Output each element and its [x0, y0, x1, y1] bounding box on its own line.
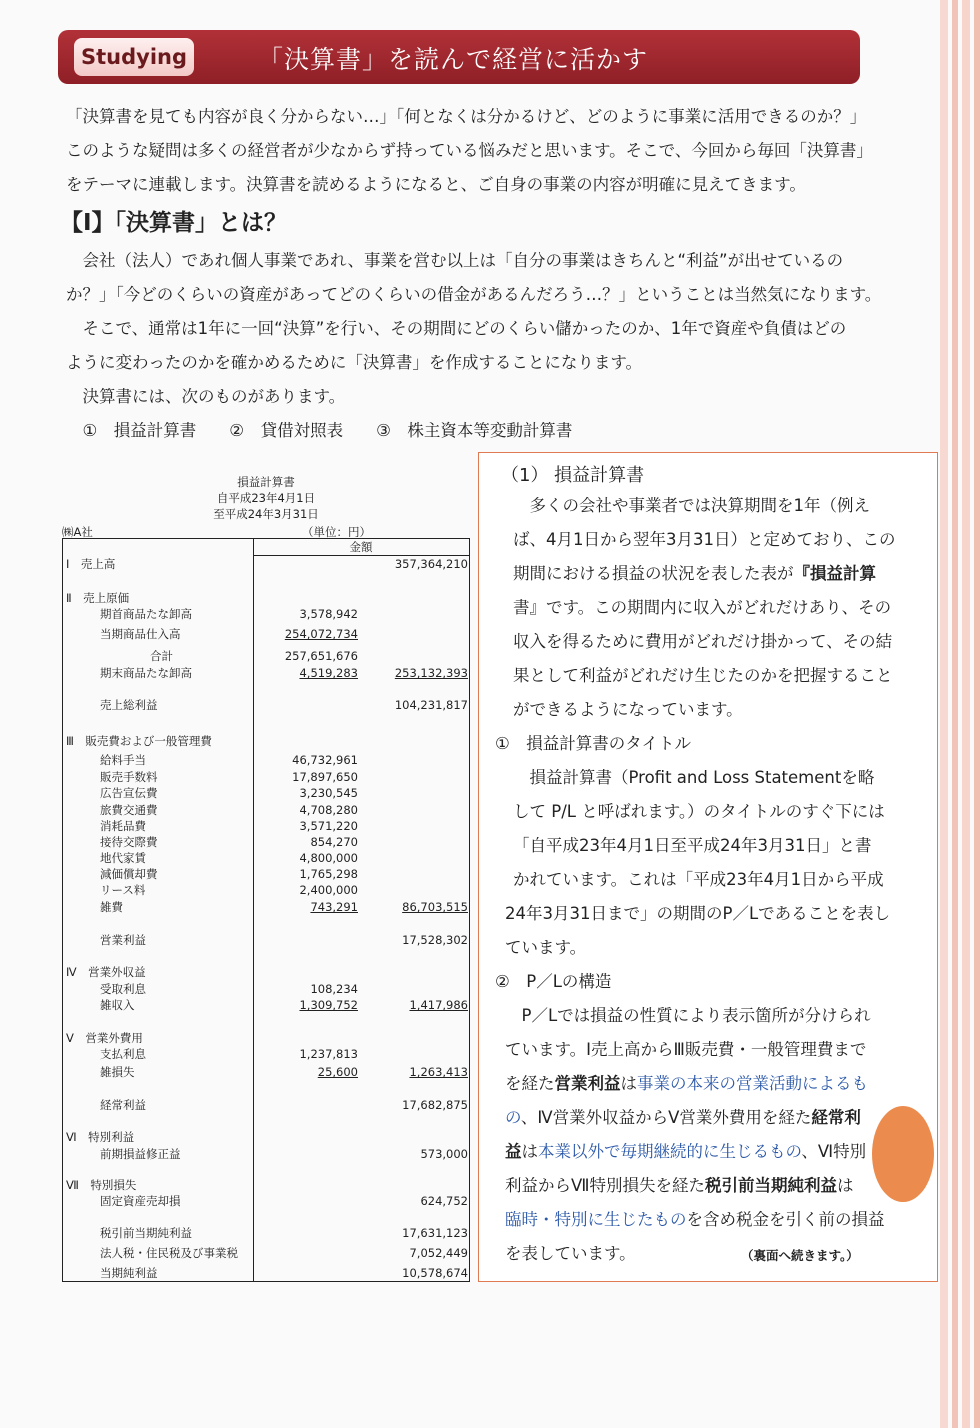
row-label: 地代家賃	[100, 851, 146, 865]
table-row	[62, 648, 474, 664]
row-amount-sub: 1,765,298	[299, 867, 358, 881]
decorative-stripe	[940, 0, 948, 1428]
row-label: 消耗品費	[100, 819, 146, 833]
row-label: Ⅴ 営業外費用	[66, 1031, 143, 1045]
bold-term: 益	[505, 1142, 522, 1161]
row-amount-total: 7,052,449	[409, 1246, 468, 1260]
explanation-box	[478, 452, 938, 1282]
body-line: 決算書には、次のものがあります。	[66, 387, 346, 406]
row-amount-sub: 1,237,813	[299, 1047, 358, 1061]
table-row	[62, 1146, 474, 1162]
explanation-line: 多くの会社や事業者では決算期間を1年（例え	[513, 496, 870, 515]
table-row	[62, 1225, 474, 1241]
row-label: 受取利息	[100, 982, 146, 996]
row-amount-total: 357,364,210	[394, 557, 468, 571]
explanation-line	[513, 557, 876, 591]
intro-line: をテーマに連載します。決算書を読めるようになると、ご自身の事業の内容が明確に見えてきます。	[66, 175, 806, 194]
decorative-stripe	[952, 0, 958, 1428]
table-row	[62, 626, 474, 642]
unit-label: （単位：円）	[302, 525, 371, 539]
explanation-line: 収入を得るために費用がどれだけ掛かって、その結	[513, 632, 893, 651]
row-label: 売上総利益	[100, 698, 158, 712]
table-row	[62, 1097, 474, 1113]
explanation-heading: （1） 損益計算書	[501, 465, 645, 486]
company-name: ㈱A社	[62, 525, 93, 539]
table-row	[62, 733, 474, 749]
table-row	[62, 964, 474, 980]
highlight-text: 事業の本来の営業活動によるも	[637, 1074, 868, 1093]
row-label: 経常利益	[100, 1098, 146, 1112]
row-amount-total: 253,132,393	[394, 666, 468, 680]
statement-period-from: 自平成23年4月1日	[216, 491, 316, 505]
row-label: 接待交際費	[100, 835, 158, 849]
table-row	[62, 1064, 474, 1080]
table-row	[62, 1046, 474, 1062]
row-amount-total: 1,263,413	[409, 1065, 468, 1079]
text-span: 、Ⅳ営業外収益からⅤ営業外費用を経た	[520, 1108, 812, 1127]
statement-period-to: 至平成24年3月31日	[213, 507, 319, 521]
table-row	[62, 932, 474, 948]
row-amount-sub: 4,800,000	[299, 851, 358, 865]
row-amount-total: 1,417,986	[409, 998, 468, 1012]
row-label: 税引前当期純利益	[100, 1226, 192, 1240]
row-amount-sub: 4,519,283	[299, 666, 358, 680]
row-amount-total: 17,682,875	[402, 1098, 468, 1112]
row-label: 雑費	[100, 900, 123, 914]
row-label: 減価償却費	[100, 867, 158, 881]
row-label: Ⅳ 営業外収益	[66, 965, 146, 979]
row-label: Ⅵ 特別利益	[66, 1130, 135, 1144]
explanation-line: 書』です。この期間内に収入がどれだけあり、その	[513, 598, 892, 617]
row-amount-total: 17,631,123	[402, 1226, 468, 1240]
table-row	[62, 1030, 474, 1046]
table-row	[62, 834, 474, 850]
text-span: を経た	[505, 1074, 555, 1093]
table-row	[62, 1265, 474, 1281]
text-span: 、Ⅵ特別	[801, 1142, 867, 1161]
body-line: ように変わったのかを確かめるために「決算書」を作成することになります。	[66, 353, 643, 372]
explanation-line: を表しています。	[505, 1244, 636, 1263]
table-row	[62, 1245, 474, 1261]
explanation-line	[505, 1203, 885, 1237]
table-row	[62, 981, 474, 997]
row-amount-sub: 46,732,961	[292, 753, 358, 767]
intro-line: このような疑問は多くの経営者が少なからず持っている悩みだと思います。そこで、今回から毎回「決算書」	[66, 141, 873, 160]
table-row	[62, 665, 474, 681]
explanation-line: ば、4月1日から翌年3月31日）と定めており、この	[513, 530, 896, 549]
page-header	[58, 30, 860, 84]
statement-title: 損益計算書	[237, 475, 295, 489]
row-amount-total: 10,578,674	[402, 1266, 468, 1280]
body-line: そこで、通常は1年に一回“決算”を行い、その期間にどのくらい儲かったのか、1年で資産や負債はどの	[66, 319, 847, 338]
row-amount-sub: 17,897,650	[292, 770, 358, 784]
row-amount-sub: 108,234	[310, 982, 358, 996]
table-row	[62, 866, 474, 882]
row-label: 当期商品仕入高	[100, 627, 181, 641]
table-row	[62, 882, 474, 898]
text-span: は	[521, 1142, 538, 1161]
explanation-line: 損益計算書（Profit and Loss Statementを略	[513, 768, 875, 787]
intro-line: 「決算書を見ても内容が良く分からない…」「何となくは分かるけど、どのように事業に活用できるのか？」	[66, 107, 867, 126]
row-amount-sub: 2,400,000	[299, 883, 358, 897]
row-label: 営業利益	[100, 933, 146, 947]
row-label: 期首商品たな卸高	[100, 607, 192, 621]
table-row	[62, 752, 474, 768]
table-row	[62, 697, 474, 713]
row-label: 雑損失	[100, 1065, 135, 1079]
decorative-stripe	[962, 0, 970, 1428]
bold-term: 営業利益	[554, 1074, 621, 1093]
row-label: Ⅶ 特別損失	[66, 1178, 137, 1192]
text-span: は	[620, 1074, 637, 1093]
row-amount-sub: 4,708,280	[299, 803, 358, 817]
explanation-line: して P/L と呼ばれます。）のタイトルのすぐ下には	[513, 802, 885, 821]
highlight-text: の	[505, 1108, 521, 1127]
explanation-line: かれています。これは「平成23年4月1日から平成	[513, 870, 884, 889]
explanation-line: ができるようになっています。	[513, 700, 743, 719]
row-amount-sub: 854,270	[310, 835, 358, 849]
highlight-text: 本業以外で毎期継続的に生じるもの	[538, 1142, 802, 1161]
explanation-line: ています。	[505, 938, 587, 957]
row-amount-total: 624,752	[420, 1194, 468, 1208]
explanation-line: 24年3月31日まで」の期間のP／Lであることを表し	[505, 904, 891, 923]
row-amount-sub: 257,651,676	[284, 649, 358, 663]
row-label: 前期損益修正益	[100, 1147, 181, 1161]
row-amount-total: 86,703,515	[402, 900, 468, 914]
sub-heading: ② P／Lの構造	[495, 972, 612, 991]
row-label: Ⅰ 売上高	[66, 557, 116, 571]
row-label: 合計	[150, 649, 173, 663]
page-title: 「決算書」を読んで経営に活かす	[258, 45, 649, 74]
row-label: 当期純利益	[100, 1266, 158, 1280]
sub-heading: ① 損益計算書のタイトル	[495, 734, 691, 753]
table-row	[62, 785, 474, 801]
row-label: 給料手当	[100, 753, 146, 767]
table-row	[62, 899, 474, 915]
row-amount-sub: 254,072,734	[284, 627, 358, 641]
studying-badge: Studying	[74, 38, 194, 76]
text-span: 利益からⅦ特別損失を経た	[505, 1176, 705, 1195]
explanation-line: 果として利益がどれだけ生じたのかを把握すること	[513, 666, 893, 685]
row-amount-sub: 25,600	[317, 1065, 358, 1079]
row-label: 雑収入	[100, 998, 135, 1012]
row-label: 固定資産売却損	[100, 1194, 181, 1208]
table-row	[62, 802, 474, 818]
explanation-line: ています。Ⅰ売上高からⅢ販売費・一般管理費まで	[505, 1040, 867, 1059]
row-label: Ⅱ 売上原価	[66, 591, 130, 605]
row-label: リース料	[100, 883, 146, 897]
table-row	[62, 1177, 474, 1193]
text-span: を含め税金を引く前の損益	[686, 1210, 885, 1229]
body-line: か？」「今どのくらいの資産があってどのくらいの借金があるんだろう…？」ということは当然気になります。	[66, 285, 882, 304]
bold-term: 税引前当期純利益	[704, 1176, 837, 1195]
row-label: 支払利息	[100, 1047, 146, 1061]
highlight-text: 臨時・特別に生じたもの	[505, 1210, 687, 1229]
decorative-stripe	[974, 0, 980, 1428]
explanation-line	[505, 1169, 853, 1203]
table-row	[62, 769, 474, 785]
table-row	[62, 850, 474, 866]
continued-note: （裏面へ続きます。）	[741, 1248, 859, 1263]
row-label: 広告宣伝費	[100, 786, 158, 800]
amount-header: 金額	[349, 540, 373, 554]
row-amount-total: 17,528,302	[402, 933, 468, 947]
row-amount-sub: 3,230,545	[299, 786, 358, 800]
explanation-line: P／Lでは損益の性質により表示箇所が分けられ	[505, 1006, 871, 1025]
row-amount-total: 573,000	[420, 1147, 468, 1161]
bold-term: 経常利	[811, 1108, 861, 1127]
explanation-line	[505, 1101, 861, 1135]
table-row	[62, 1129, 474, 1145]
explanation-line	[505, 1067, 868, 1101]
row-label: Ⅲ 販売費および一般管理費	[66, 734, 212, 748]
row-amount-total: 104,231,817	[394, 698, 468, 712]
explanation-line	[505, 1135, 866, 1169]
section-heading: 【Ⅰ】「決算書」とは？	[60, 210, 288, 236]
row-amount-sub: 1,309,752	[299, 998, 358, 1012]
table-row	[62, 818, 474, 834]
body-line: ① 損益計算書 ② 貸借対照表 ③ 株主資本等変動計算書	[66, 421, 573, 440]
orange-marker	[872, 1106, 934, 1202]
bold-term: 『損益計算	[793, 564, 876, 583]
row-amount-sub: 743,291	[310, 900, 358, 914]
row-label: 旅費交通費	[100, 803, 158, 817]
table-row	[62, 556, 474, 572]
text-span: は	[836, 1176, 854, 1195]
row-amount-sub: 3,571,220	[299, 819, 358, 833]
table-row	[62, 1193, 474, 1209]
table-row	[62, 590, 474, 606]
row-label: 法人税・住民税及び事業税	[100, 1246, 238, 1260]
table-row	[62, 997, 474, 1013]
row-label: 販売手数料	[100, 770, 158, 784]
explanation-line: 「自平成23年4月1日至平成24年3月31日」と書	[513, 836, 872, 855]
row-amount-sub: 3,578,942	[299, 607, 358, 621]
row-label: 期末商品たな卸高	[100, 666, 192, 680]
body-line: 会社（法人）であれ個人事業であれ、事業を営む以上は「自分の事業はきちんと“利益”が出せているの	[66, 251, 844, 270]
text-span: 期間における損益の状況を表した表が	[513, 564, 794, 583]
table-row	[62, 606, 474, 622]
